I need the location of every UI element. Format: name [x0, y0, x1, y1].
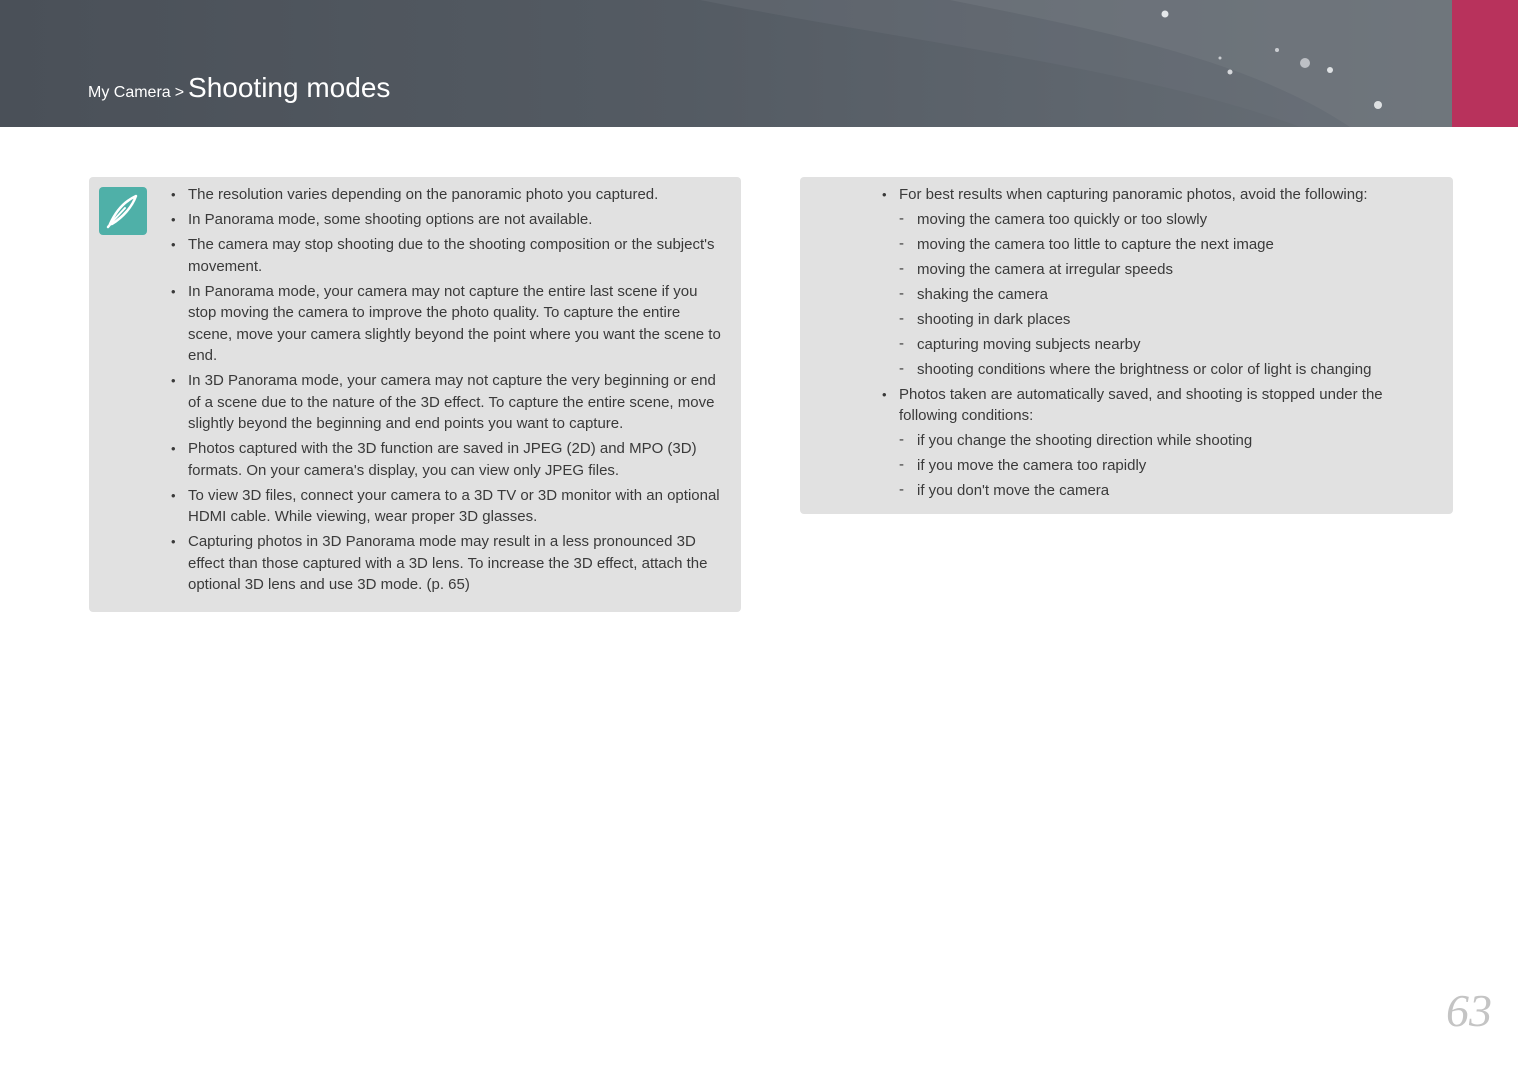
list-item — [899, 384, 1429, 502]
page-header — [0, 0, 1518, 127]
note-box-right — [800, 177, 1453, 514]
sub-list-item: - if you change the shooting direction while shooting — [899, 430, 1429, 452]
list-item — [899, 184, 1429, 380]
header-decoration — [0, 0, 1518, 127]
pen-note-icon — [99, 187, 147, 235]
header-accent-bar — [1452, 0, 1518, 127]
breadcrumb-parent[interactable]: My Camera — [88, 84, 171, 101]
list-item: • In Panorama mode, your camera may not capture the entire last scene if you stop moving the camera to improve the photo quality. To capture the entire scene, move your camera slightly beyond the point where you want the scene to end. — [188, 281, 728, 367]
list-item: • In Panorama mode, some shooting options are not available. — [188, 209, 728, 231]
sub-list-item: - if you don't move the camera — [899, 480, 1429, 502]
list-item: • Capturing photos in 3D Panorama mode may result in a less pronounced 3D effect than those captured with a 3D lens. To increase the 3D effect, attach the optional 3D lens and use 3D mode. (p. 65) — [188, 531, 728, 596]
breadcrumb-separator: > — [174, 84, 185, 101]
list-item-text: For best results when capturing panoramic photos, avoid the following: — [899, 186, 1368, 203]
list-item: • Photos captured with the 3D function are saved in JPEG (2D) and MPO (3D) formats. On your camera's display, you can view only JPEG files. — [188, 438, 728, 481]
list-item: • To view 3D files, connect your camera to a 3D TV or 3D monitor with an optional HDMI cable. While viewing, wear proper 3D glasses. — [188, 485, 728, 528]
note-list-left — [188, 184, 728, 599]
note-box-left — [89, 177, 741, 612]
sub-list-item: - moving the camera too little to capture the next image — [899, 234, 1429, 256]
note-list-right — [899, 184, 1429, 505]
page-title: Shooting modes — [188, 72, 391, 103]
sub-list-item: - if you move the camera too rapidly — [899, 455, 1429, 477]
list-item-text: Photos taken are automatically saved, and shooting is stopped under the following conditions: — [899, 385, 1383, 424]
breadcrumb — [88, 72, 390, 104]
sub-list-item: - capturing moving subjects nearby — [899, 334, 1429, 356]
list-item: • The resolution varies depending on the panoramic photo you captured. — [188, 184, 728, 206]
sub-list-item: - shooting in dark places — [899, 309, 1429, 331]
list-item: • In 3D Panorama mode, your camera may not capture the very beginning or end of a scene due to the nature of the 3D effect. To capture the entire scene, move slightly beyond the beginning and end points you want to capture. — [188, 370, 728, 435]
list-item: • The camera may stop shooting due to the shooting composition or the subject's movement. — [188, 234, 728, 277]
sub-list-item: - shooting conditions where the brightness or color of light is changing — [899, 359, 1429, 381]
sub-list-item: - shaking the camera — [899, 284, 1429, 306]
sub-list-item: - moving the camera at irregular speeds — [899, 259, 1429, 281]
sub-list — [899, 209, 1429, 381]
sub-list — [899, 430, 1429, 502]
page-number: 63 — [1446, 985, 1492, 1036]
sub-list-item: - moving the camera too quickly or too slowly — [899, 209, 1429, 231]
